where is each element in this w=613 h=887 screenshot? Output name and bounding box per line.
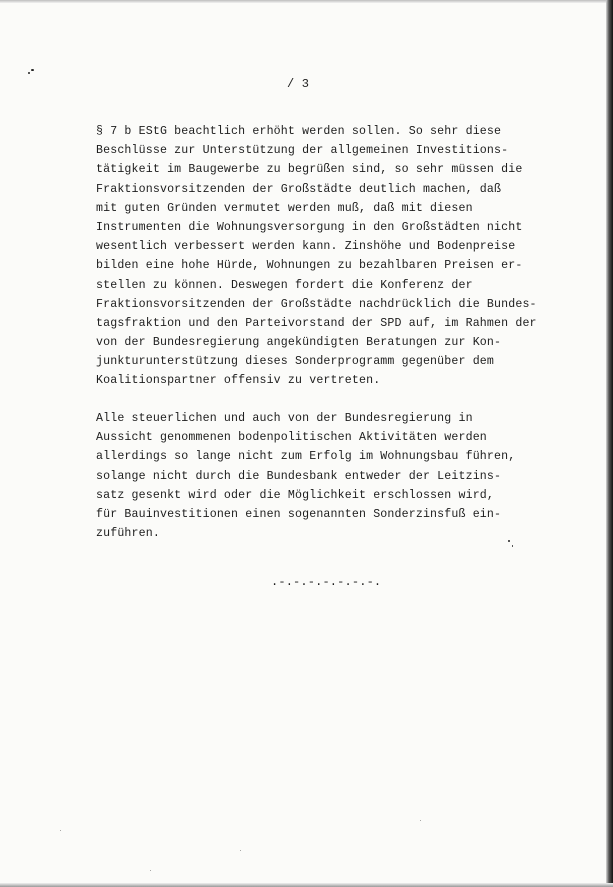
scan-speck <box>60 830 61 831</box>
page-number: / 3 <box>287 77 310 91</box>
text-line: Alle steuerlichen und auch von der Bundesregierung in <box>96 412 473 425</box>
paragraph-1 <box>96 122 537 391</box>
text-line: Instrumenten die Wohnungsversorgung in den Großstädten nicht <box>96 220 523 234</box>
scan-speck <box>150 870 151 871</box>
text-line: Fraktionsvorsitzenden der Großstädte nachdrücklich die Bundes- <box>96 297 537 311</box>
scan-speck <box>512 545 513 547</box>
text-line: Koalitionspartner offensiv zu vertreten. <box>96 374 381 388</box>
scan-top-edge <box>0 0 613 3</box>
scan-bottom-edge <box>0 883 613 887</box>
text-line: satz gesenkt wird oder die Möglichkeit erschlossen wird, <box>96 488 495 502</box>
text-line: Fraktionsvorsitzenden der Großstädte deutlich machen, daß <box>96 182 502 196</box>
scan-speck <box>28 72 30 74</box>
text-line: mit guten Gründen vermutet werden muß, daß mit diesen <box>96 201 473 215</box>
text-line: junkturunterstützung dieses Sonderprogramm gegenüber dem <box>96 355 495 369</box>
text-line: solange nicht durch die Bundesbank entweder der Leitzins- <box>96 469 502 483</box>
text-line: Aussicht genommenen bodenpolitischen Aktivitäten werden <box>96 431 487 445</box>
paragraph-2 <box>96 409 515 543</box>
text-line: tätigkeit im Baugewerbe zu begrüßen sind, so sehr müssen die <box>96 163 523 177</box>
scan-speck <box>240 850 241 851</box>
scan-speck <box>420 820 421 821</box>
text-line: bilden eine hohe Hürde, Wohnungen zu bezahlbaren Preisen er- <box>96 259 523 273</box>
scan-speck <box>31 69 34 71</box>
text-line: für Bauinvestitionen einen sogenannten Sonderzinsfuß ein- <box>96 507 502 521</box>
scan-right-edge <box>606 0 613 887</box>
text-line: tagsfraktion und den Parteivorstand der SPD auf, im Rahmen der <box>96 316 537 330</box>
text-line: allerdings so lange nicht zum Erfolg im Wohnungsbau führen, <box>96 450 516 464</box>
text-line: von der Bundesregierung angekündigten Beratungen zur Kon- <box>96 336 502 350</box>
end-of-text-mark: .-.-.-.-.-.-.-. <box>271 575 382 589</box>
text-line: § 7 b EStG beachtlich erhöht werden sollen. So sehr diese <box>96 125 502 138</box>
text-line: wesentlich verbessert werden kann. Zinshöhe und Bodenpreise <box>96 240 516 254</box>
text-line: zuführen. <box>96 527 160 541</box>
text-line: Beschlüsse zur Unterstützung der allgemeinen Investitions- <box>96 144 509 158</box>
text-line: stellen zu können. Deswegen fordert die Konferenz der <box>96 278 473 292</box>
